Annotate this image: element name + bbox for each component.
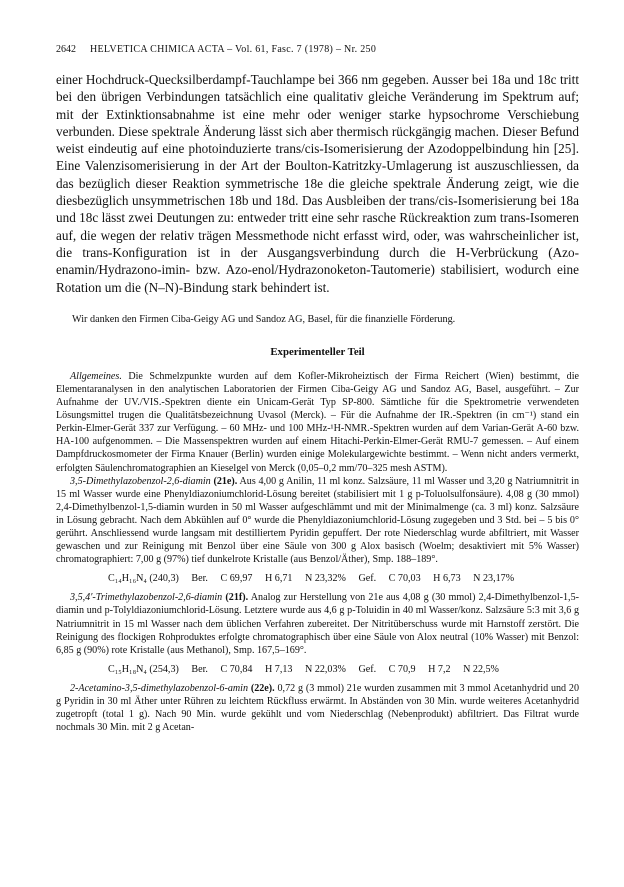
general-paragraph <box>56 370 579 475</box>
acknowledgement: Wir danken den Firmen Ciba-Geigy AG und Sandoz AG, Basel, für die finanzielle Förderung. <box>72 313 456 325</box>
general-text: Die Schmelzpunkte wurden auf dem Kofler-Mikroheiztisch der Firma Reichert (Wien) bestimmt, die Elementaranalysen in den analytischen Laboratorien der Firmen Ciba-Geigy AG und Sandoz AG, Basel, ausgeführt. – Zur Aufnahme der UV./VIS.-Spektren diente ein Unicam-Gerät Typ SP-800. Sämtliche für die Spektrometrie verwendeten Lösungsmittel trugen die Qualitätsbezeichnung Uvasol (Merck). – Für die Aufnahme der IR.-Spektren (in cm⁻¹) stand ein Perkin-Elmer-Gerät 337 zur Verfügung. – 60 MHz- und 100 MHz-¹H-NMR.-Spektren wurden auf dem Varian-Gerät A-60 bzw. HA-100 aufgenommen. – Die Massenspektren wurden auf einem Hitachi-Perkin-Elmer-Gerät RMU-7 gemessen. – Auf einem Dampfdruckosmometer der Firma Knauer (Berlin) wurden einige Molekulargewichte bestimmt. – Wenn nicht anders vermerkt, erfolgten Säulenchromatographien an Kieselgel von Merck (0,05–0,2 mm/70–325 mesh ASTM). <box>56 370 579 474</box>
analysis-formula: C₁₄H₁₆N₄ (240,3) <box>108 573 179 585</box>
compound-22e-text: 0,72 g (3 mmol) 21e wurden zusammen mit 3 mmol Acetanhydrid und 20 g Pyridin in 30 ml Äther unter Rühren zu leichtem Rückfluss erwärmt. In Abständen von 30 Min. wurde weiteres Acetanhydrid zugetropft (total 1 g). Nach 90 Min. wurde gekühlt und vom Niederschlag (Nebenprodukt) abfiltriert. Das Filtrat wurde nochmals 30 Min. mit 2 g Acetan- <box>56 682 580 734</box>
general-label: Allgemeines. <box>70 370 122 382</box>
compound-22e-paragraph <box>56 682 579 734</box>
analysis-found-label: Gef. <box>358 663 377 675</box>
analysis-calc-c: C 70,84 <box>220 663 253 675</box>
journal-line: HELVETICA CHIMICA ACTA – Vol. 61, Fasc. 7 (1978) – Nr. 250 <box>90 44 377 55</box>
analysis-calc-label: Ber. <box>191 663 208 675</box>
compound-21f-text: Analog zur Herstellung von 21e aus 4,08 g (30 mmol) 2,4-Dimethylbenzol-1,5-diamin und p-Tolyldiazoniumchlorid-Lösung. Letztere wurde aus 4,6 g p-Toluidin in 40 ml Wasser/konz. Salzsäure 5:3 mit 3,6 g Natriumnitrit in 15 ml Wasser nach dem üblichen Verfahren zubereitet. Der Nitritüberschuss wurde mit Harnstoff zerstört. Die Reinigung des flockigen Rohproduktes erfolgte chromatographisch über eine Säule von Alox neutral (10% Wasser) mit Benzol: 6,85 g (90%) rote Kristalle (aus Methanol), Smp. 167,5–169°. <box>56 592 579 656</box>
compound-21e-paragraph <box>56 475 579 567</box>
compound-21e-name: 3,5-Dimethylazobenzol-2,6-diamin <box>70 475 211 487</box>
analysis-formula: C₁₅H₁₈N₄ (254,3) <box>108 663 179 675</box>
compound-21e-text: Aus 4,00 g Anilin, 11 ml konz. Salzsäure, 11 ml Wasser und 3,20 g Natriumnitrit in 15 ml Wasser wurde eine Phenyldiazoniumchlorid-Lösung bereitet (stabilisiert mit 1 g p-Toluolsulfonsäure). 4,08 g (30 mmol) 2,4-Dimethylbenzol-1,5-diamin wurden in 50 ml Wasser aufgeschlämmt und mit der Minimalmenge (ca. 3 ml) konz. Salzsäure in Lösung gebracht. Nach dem Abkühlen auf 0° wurde die Phenyldiazoniumchlorid-Lösung zugegeben und 3 Std. bei – 5 bis 0° gerührt. Anschliessend wurde langsam mit destilliertem Pyridin gepuffert. Der rote Niederschlag wurde abfiltriert, mit Wasser gewaschen und zur Reinigung mit Benzol über eine Säule von 300 g Alox basisch (Woelm; desaktiviert mit 5% Wasser) chromatographiert: 7,00 g (97%) tief dunkelrote Kristalle (aus Benzol/Äther), Smp. 188–189°. <box>56 475 579 566</box>
analysis-found-n: N 22,5% <box>463 663 499 675</box>
analysis-calc-h: H 6,71 <box>264 573 293 585</box>
compound-21f-analysis <box>56 663 579 676</box>
analysis-calc-n: N 22,03% <box>305 663 346 675</box>
analysis-found-c: C 70,9 <box>388 663 416 675</box>
analysis-found-label: Gef. <box>358 573 377 585</box>
analysis-found-h: H 7,2 <box>428 663 451 675</box>
running-header <box>56 44 579 56</box>
compound-21e-label: (21e). <box>213 475 238 487</box>
analysis-found-n: N 23,17% <box>473 573 515 585</box>
compound-21f-label: (21f). <box>225 592 249 604</box>
section-title: Experimenteller Teil <box>270 345 365 358</box>
analysis-calc-h: H 7,13 <box>264 663 293 675</box>
compound-21f-name: 3,5,4′-Trimethylazobenzol-2,6-diamin <box>70 592 223 604</box>
intro-paragraph: einer Hochdruck-Quecksilberdampf-Tauchlampe bei 366 nm gegeben. Ausser bei 18a und 18c tritt bei den übrigen Verbindungen tatsächlich eine qualitativ gleiche Veränderung im Spektrum auf; mit der Extinktionsabnahme ist eine mehr oder weniger starke hypsochrome Verschiebung verbunden. Diese spektrale Änderung lässt sich aber thermisch rückgängig machen. Dieser Befund weist eindeutig auf eine photoinduzierte trans/cis-Isomerisierung der Azodoppelbindung hin [25]. Eine Valenzisomerisierung in der Art der Boulton-Katritzky-Umlagerung ist auszuschliessen, da das bezüglich dieser Reaktion symmetrische 18e die gleiche spektrale Änderung zeigt, wie die diesbezüglich unsymmetrischen 18b und 18d. Das Ausbleiben der trans/cis-Isomerisierung bei 18a und 18c lässt zwei Deutungen zu: entweder tritt eine sehr rasche Rückreaktion zum trans-Isomeren auf, die wegen der relativ trägen Messmethode nicht erfasst wird, oder, was wahrscheinlicher ist, die trans-Konfiguration ist in der Ausgangsverbindung durch die H-Verbrückung (Azo-enamin/Hydrazono-imin- bzw. Azo-enol/Hydrazonoketon-Tautomerie) stabilisiert, wodurch eine Rotation um die (N–N)-Bindung stark behindert ist. <box>56 72 579 295</box>
analysis-calc-label: Ber. <box>191 573 208 585</box>
analysis-calc-c: C 69,97 <box>220 573 253 585</box>
analysis-found-c: C 70,03 <box>388 573 421 585</box>
page-number: 2642 <box>56 44 76 55</box>
compound-21f-paragraph <box>56 591 579 656</box>
analysis-calc-n: N 23,32% <box>305 573 346 585</box>
paper-page <box>56 44 579 734</box>
compound-21e-analysis <box>56 572 579 585</box>
compound-22e-name: 2-Acetamino-3,5-dimethylazobenzol-6-amin <box>70 682 249 694</box>
analysis-found-h: H 6,73 <box>433 573 461 585</box>
compound-22e-label: (22e). <box>250 682 275 694</box>
